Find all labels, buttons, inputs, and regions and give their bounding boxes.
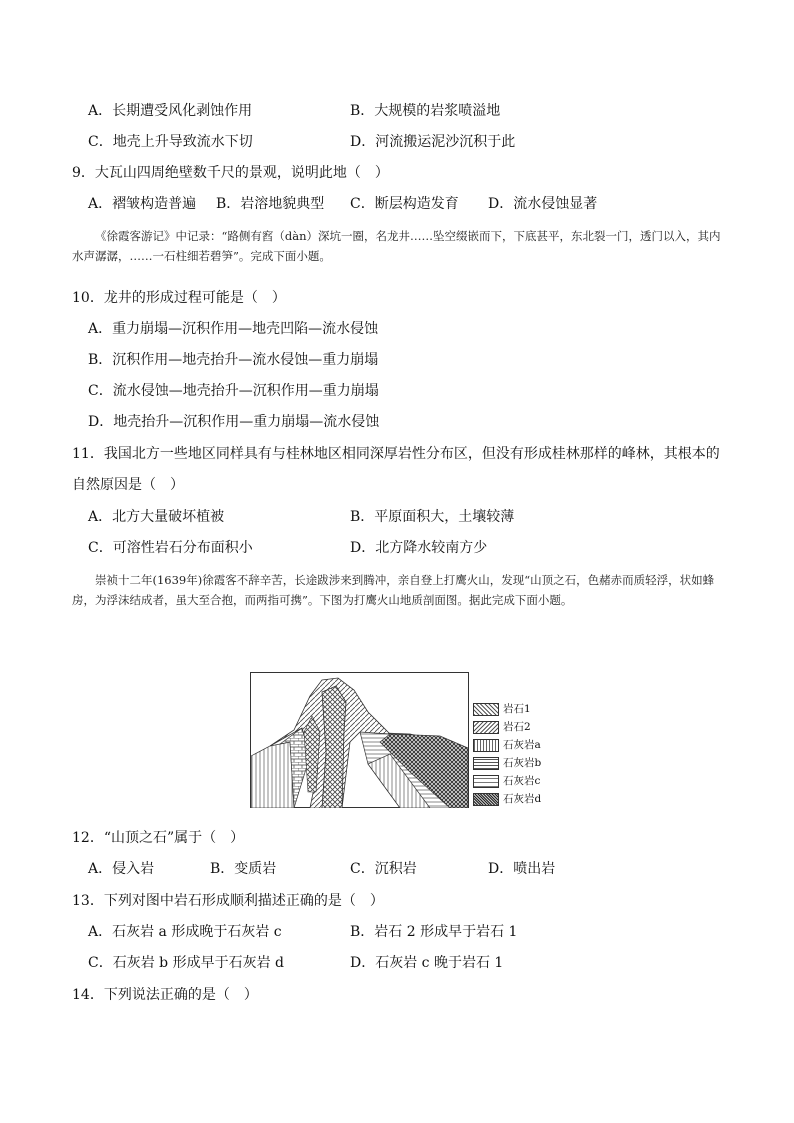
q12-option-b: B．变质岩 bbox=[210, 861, 277, 877]
q10-option-c: C．流水侵蚀—地壳抬升—沉积作用—重力崩塌 bbox=[88, 383, 379, 399]
legend-label: 石灰岩a bbox=[503, 739, 541, 751]
passage-longjing: 《徐霞客游记》中记录：“路侧有窞（dàn）深坑一圈，名龙井……坠空缀嵌而下，下底甚平，东北裂一门，透门以入，其内水声潺潺，……一石柱细若碧笋”。完成下面小题。 bbox=[72, 229, 721, 263]
legend-label: 岩石2 bbox=[503, 721, 531, 733]
q12-stem: 12．“山顶之石”属于（ ） bbox=[72, 830, 245, 846]
q12-option-c: C．沉积岩 bbox=[350, 861, 417, 877]
legend-item-rock1 bbox=[473, 702, 531, 716]
legend-item-limestone-b bbox=[473, 756, 541, 770]
q11-option-c: C．可溶性岩石分布面积小 bbox=[88, 540, 253, 556]
q13-option-b: B．岩石 2 形成早于岩石 1 bbox=[350, 924, 518, 940]
q9-option-c: C．断层构造发育 bbox=[350, 196, 459, 212]
legend-swatch-brick bbox=[473, 757, 499, 770]
q9-option-d: D．流水侵蚀显著 bbox=[488, 196, 598, 212]
q8-option-c: C．地壳上升导致流水下切 bbox=[88, 134, 253, 150]
q8-option-d: D．河流搬运泥沙沉积于此 bbox=[350, 134, 516, 150]
q11-option-b: B．平原面积大，土壤较薄 bbox=[350, 509, 515, 525]
q9-option-b: B．岩溶地貌典型 bbox=[216, 196, 325, 212]
legend-item-limestone-d bbox=[473, 792, 541, 806]
legend-swatch-vert bbox=[473, 739, 499, 752]
q8-option-a: A．长期遭受风化剥蚀作用 bbox=[88, 103, 253, 119]
legend-swatch-dense bbox=[473, 793, 499, 806]
legend-swatch-cross bbox=[473, 703, 499, 716]
q14-stem: 14．下列说法正确的是（ ） bbox=[72, 987, 258, 1003]
q13-stem: 13．下列对图中岩石形成顺利描述正确的是（ ） bbox=[72, 893, 384, 909]
legend-label: 石灰岩b bbox=[503, 757, 542, 769]
q12-option-d: D．喷出岩 bbox=[488, 861, 556, 877]
q9-option-a: A．褶皱构造普遍 bbox=[88, 196, 197, 212]
legend-swatch-horiz bbox=[473, 775, 499, 788]
volcano-cross-section-figure bbox=[250, 672, 470, 808]
q12-option-a: A．侵入岩 bbox=[88, 861, 155, 877]
legend-label: 石灰岩d bbox=[503, 793, 542, 805]
legend-item-rock2 bbox=[473, 720, 531, 734]
q9-stem: 9．大瓦山四周绝壁数千尺的景观，说明此地（ ） bbox=[72, 165, 389, 181]
q10-option-d: D．地壳抬升—沉积作用—重力崩塌—流水侵蚀 bbox=[88, 414, 380, 430]
q13-option-c: C．石灰岩 b 形成早于石灰岩 d bbox=[88, 955, 284, 971]
q13-option-a: A．石灰岩 a 形成晚于石灰岩 c bbox=[88, 924, 282, 940]
q11-stem-line2: 自然原因是（ ） bbox=[72, 477, 184, 493]
legend-swatch-diag bbox=[473, 721, 499, 734]
legend-label: 岩石1 bbox=[503, 703, 531, 715]
q10-option-b: B．沉积作用—地壳抬升—流水侵蚀—重力崩塌 bbox=[88, 352, 379, 368]
legend-label: 石灰岩c bbox=[503, 775, 541, 787]
q11-stem-line1: 11．我国北方一些地区同样具有与桂林地区相同深厚岩性分布区，但没有形成桂林那样的峰林，其根本的 bbox=[72, 446, 720, 462]
rock-1-conduit bbox=[322, 686, 346, 808]
q10-stem: 10．龙井的形成过程可能是（ ） bbox=[72, 290, 286, 306]
q11-option-a: A．北方大量破坏植被 bbox=[88, 509, 225, 525]
q13-option-d: D．石灰岩 c 晚于岩石 1 bbox=[350, 955, 504, 971]
q11-option-d: D．北方降水较南方少 bbox=[350, 540, 488, 556]
legend-item-limestone-a bbox=[473, 738, 541, 752]
q8-option-b: B．大规模的岩浆喷溢地 bbox=[350, 103, 501, 119]
passage-dayinghuoshan: 崇祯十二年(1639年)徐霞客不辞辛苦，长途跋涉来到腾冲，亲自登上打鹰火山，发现“山顶之石，色赭赤而质轻浮，状如蜂房，为浮沫结成者，虽大至合抱，而两指可携”。下图为打鹰火山地质剖面图。据此完成下面小题。 bbox=[72, 573, 715, 607]
q10-option-a: A．重力崩塌—沉积作用—地壳凹陷—流水侵蚀 bbox=[88, 321, 379, 337]
legend-item-limestone-c bbox=[473, 774, 540, 788]
